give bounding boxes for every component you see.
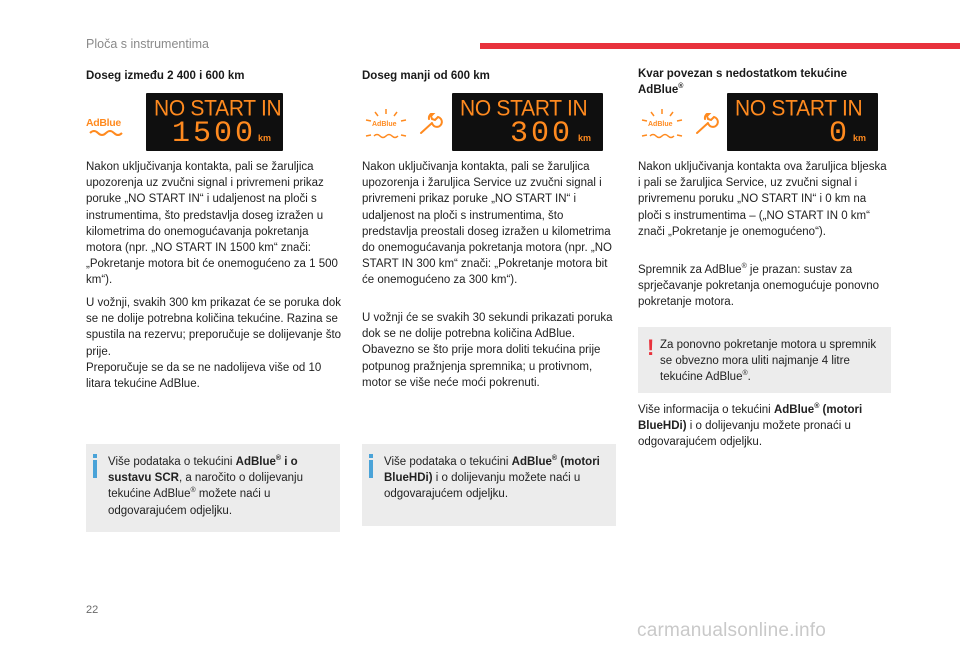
wrench-service-icon xyxy=(694,113,720,139)
display-unit-km: km xyxy=(258,133,272,143)
para3-text-2: i o dolijevanju možete pronaći u odgovarajućem odjeljku. xyxy=(638,420,851,449)
heading-text: Kvar povezan s nedostatkom tekućine AdBlue xyxy=(638,68,847,96)
para3-bold-reg: ® xyxy=(814,403,820,411)
wrench-service-icon xyxy=(418,113,444,139)
col2-paragraph-1: Nakon uključivanja kontakta, pali se žaruljica upozorenja i žaruljica Service uz zvučni signal i privremeni prikaz poruke „NO START IN“ i udaljenost na ploči s instrumentima, što predstavlja preostali doseg izražen u kilometrima do onemogućavanja pokretanja motora (npr. „NO START IN 300 km“ znači: „Pokretanje motora bit će onemogućeno za 300 km“). xyxy=(362,161,612,287)
col2-paragraph-2-line-1: U vožnji će se svakih 30 sekundi prikazati poruka dok se ne dolije potrebna količina AdBlue. xyxy=(362,312,613,341)
adblue-icon-label: AdBlue xyxy=(372,121,397,128)
adblue-blinking-icon xyxy=(362,108,410,142)
para3-text-1: Više informacija o tekućini xyxy=(638,404,774,416)
col1-paragraph-2 xyxy=(86,295,344,392)
col2-paragraph-2 xyxy=(362,310,620,391)
warning-reg-mark: ® xyxy=(742,370,748,378)
para3-bold-bluehdi: (motori BlueHDi) xyxy=(638,404,863,433)
info-icon xyxy=(93,454,98,478)
info-box-adblue-scr xyxy=(86,444,340,532)
adblue-icon-label: AdBlue xyxy=(86,117,121,129)
info-bold-scr: i o sustavu SCR xyxy=(108,456,298,485)
display-no-start-text: NO START IN xyxy=(154,96,282,121)
adblue-blinking-icon xyxy=(638,108,686,142)
warning-text: Za ponovno pokretanje motora u spremnik se obvezno mora uliti najmanje 4 litre tekućine AdBlue xyxy=(660,339,877,384)
display-range-value: 300 xyxy=(510,117,574,151)
info-bold-reg: ® xyxy=(275,455,282,463)
instrument-display-0 xyxy=(727,93,878,151)
info-bold-adblue: AdBlue xyxy=(235,456,276,468)
col3-paragraph-1: Nakon uključivanja kontakta ova žaruljica bljeska i pali se žaruljica Service, uz zvučni signal i privremenu poruku „NO START IN“ i 0 km na ploči s instrumentima – („NO START IN 0 km“ znači „Pokretanje je onemogućeno“). xyxy=(638,161,887,238)
para2-text-2: je prazan: sustav za sprječavanje pokretanja onemogućuje ponovno pokretanje motora. xyxy=(638,264,880,309)
info-bold-bluehdi: (motori BlueHDi) xyxy=(384,456,600,485)
warning-box-refill xyxy=(638,327,891,393)
col1-paragraph-1: Nakon uključivanja kontakta, pali se žaruljica upozorenja uz zvučni signal i privremeni prikaz poruke „NO START IN“ i udaljenost na ploči s instrumentima, što predstavlja doseg izražen u kilometrima do onemogućavanja pokretanja motora (npr. „NO START IN 1500 km“ znači: „Pokretanje motora bit će onemogućeno za 1 500 km“). xyxy=(86,161,338,287)
col2-paragraph-2-line-2: Obavezno se što prije mora doliti tekućina prije potpunog pražnjenja spremnika; u protivnom, motor se više neće moći pokrenuti. xyxy=(362,344,601,389)
info-bold-adblue: AdBlue xyxy=(511,456,552,468)
info-icon xyxy=(369,454,374,478)
col3-paragraph-2 xyxy=(638,262,892,311)
display-range-value: 0 xyxy=(829,117,851,151)
section-heading-range-under-600: Doseg manji od 600 km xyxy=(362,70,490,82)
info-text-2: i o dolijevanju možete naći u odgovarajućem odjeljku. xyxy=(384,472,581,501)
para2-text-1: Spremnik za AdBlue xyxy=(638,264,742,276)
info-box-adblue-bluehdi xyxy=(362,444,616,526)
instrument-display-300 xyxy=(452,93,603,151)
col1-paragraph-2-line-1: U vožnji, svakih 300 km prikazat će se poruka dok se ne dolije potrebna količina tekućine. Razina se spustila na rezervu; preporučuje se dolijevanje što prije. xyxy=(86,297,342,358)
watermark-text: carmanualsonline.info xyxy=(637,620,827,641)
display-unit-km: km xyxy=(853,133,867,143)
info-text-1: Više podataka o tekućini xyxy=(384,456,512,468)
heading-reg-mark: ® xyxy=(678,83,684,91)
info-text-2: , a naročito o dolijevanju tekućine AdBlue xyxy=(108,472,303,501)
display-unit-km: km xyxy=(578,133,592,143)
instrument-display-1500 xyxy=(146,93,283,151)
display-no-start-text: NO START IN xyxy=(460,96,588,121)
adblue-wave-icon xyxy=(86,108,132,138)
col1-paragraph-2-line-2: Preporučuje se da se ne nadolijeva više od 10 litara tekućine AdBlue. xyxy=(86,361,322,391)
adblue-icon-label: AdBlue xyxy=(648,121,673,128)
info-bold-reg: ® xyxy=(551,455,558,463)
header-accent-bar xyxy=(480,43,960,49)
section-heading-range-2400-600: Doseg između 2 400 i 600 km xyxy=(86,70,245,82)
page-header-title: Ploča s instrumentima xyxy=(86,37,209,51)
info-reg-mark: ® xyxy=(190,487,196,495)
para2-reg-mark: ® xyxy=(741,263,747,271)
para3-bold-adblue: AdBlue xyxy=(773,404,815,416)
info-text-3: možete naći u odgovarajućem odjeljku. xyxy=(108,488,271,517)
adblue-warning-icon xyxy=(86,108,132,138)
col3-paragraph-3 xyxy=(638,402,892,451)
warning-text-end: . xyxy=(747,371,751,384)
display-no-start-text: NO START IN xyxy=(735,96,863,121)
warning-exclamation-icon: ! xyxy=(647,335,655,360)
page-number: 22 xyxy=(86,604,99,616)
info-text-1: Više podataka o tekućini xyxy=(108,456,236,468)
display-range-value: 1500 xyxy=(172,117,257,151)
